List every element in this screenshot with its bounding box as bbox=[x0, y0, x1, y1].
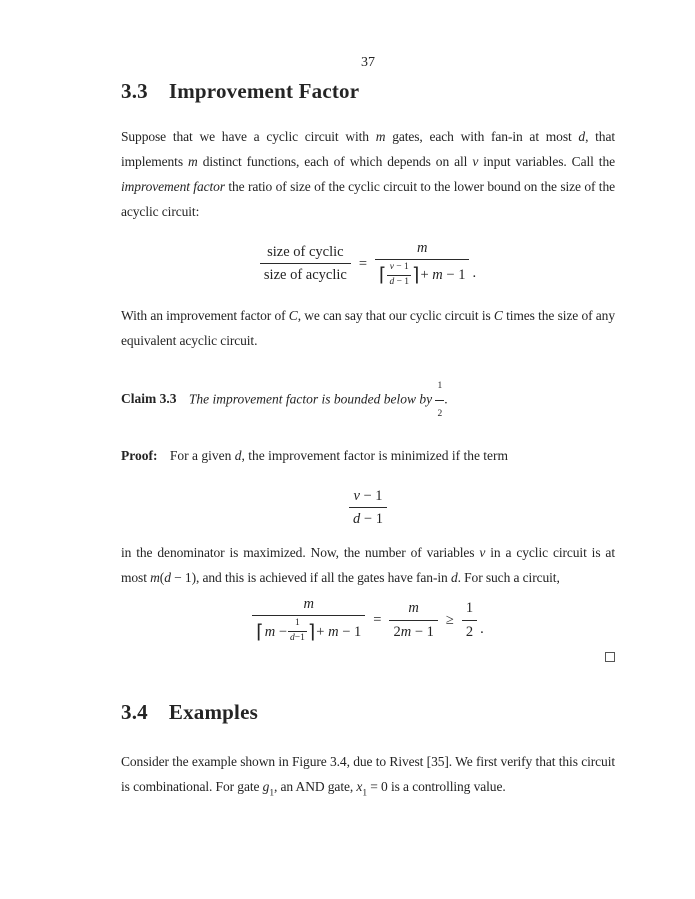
fraction-numerator bbox=[388, 262, 411, 275]
text-segment: . For such a circuit, bbox=[457, 570, 560, 586]
proof-intro bbox=[121, 443, 615, 468]
paragraph-denominator-maximized bbox=[121, 540, 615, 590]
fraction-denominator bbox=[387, 275, 411, 289]
text-segment: m bbox=[408, 600, 419, 617]
qed-row bbox=[121, 652, 615, 662]
fraction-numerator bbox=[293, 618, 302, 631]
right-ceiling-icon: ⌉ bbox=[412, 264, 420, 287]
text-segment: x bbox=[356, 779, 363, 794]
text-segment: , the improvement factor is minimized if the term bbox=[241, 447, 509, 463]
paragraph-improvement-intro bbox=[121, 124, 615, 224]
claim-fraction-one-half bbox=[435, 374, 444, 427]
proof-intro-text bbox=[170, 448, 508, 463]
paragraph-improvement-factor-c bbox=[121, 303, 615, 353]
text-segment: v bbox=[472, 154, 479, 169]
qed-open-square-icon bbox=[605, 652, 615, 662]
text-segment: ( bbox=[159, 570, 165, 586]
fraction-size-ratio bbox=[260, 243, 351, 284]
fraction-numerator bbox=[349, 487, 386, 507]
section-heading-3-3 bbox=[121, 79, 615, 104]
fraction-numerator: size of cyclic bbox=[267, 244, 344, 261]
fraction-numerator: 1 bbox=[437, 380, 443, 391]
text-segment: the ratio of size of the cyclic circuit to the lower bound on the size of the acyclic circuit: bbox=[121, 179, 615, 219]
text-segment: v bbox=[353, 487, 360, 504]
fraction-denominator bbox=[252, 615, 365, 645]
section-title: Examples bbox=[168, 700, 258, 724]
left-ceiling-icon: ⌈ bbox=[256, 620, 264, 643]
text-segment: gates, each with fan-in at most bbox=[385, 129, 579, 144]
denominator-pre bbox=[265, 623, 287, 641]
text-segment: m bbox=[303, 596, 315, 613]
text-segment: − 1 bbox=[338, 623, 362, 640]
fraction-m-over-2m-minus-1 bbox=[389, 599, 437, 640]
text-segment: times the size of any equivalent acyclic circuit. bbox=[121, 307, 615, 348]
text-segment: − 1 bbox=[442, 267, 466, 284]
section-heading-3-4 bbox=[121, 700, 615, 725]
text-segment: Consider the example shown in Figure 3.4, due to Rivest [35]. We first verify that this circuit is combinational. For gate bbox=[121, 754, 615, 794]
text-segment: in a cyclic circuit is at most bbox=[121, 545, 615, 586]
fraction-numerator bbox=[413, 239, 431, 259]
text-segment: − 1 bbox=[393, 262, 409, 273]
text-segment: − 1), and this is achieved if all the gates have fan-in bbox=[170, 570, 451, 586]
claim-label: Claim 3.3 bbox=[121, 391, 177, 407]
text-segment: , an AND gate, bbox=[273, 779, 357, 794]
fraction-numerator: 1 bbox=[465, 600, 474, 617]
fraction-v-minus-1-over-d-minus-1 bbox=[349, 487, 387, 528]
fraction-denominator: size of acyclic bbox=[260, 263, 351, 284]
text-segment: m bbox=[432, 267, 443, 284]
text-segment: C bbox=[288, 307, 298, 323]
text-segment: m bbox=[264, 623, 276, 640]
fraction-denominator bbox=[375, 259, 469, 289]
fraction-bound-lhs bbox=[252, 595, 365, 645]
text-segment: m bbox=[400, 623, 412, 640]
text-segment: d bbox=[164, 570, 171, 586]
text-segment: d bbox=[389, 277, 395, 287]
fraction-lower-bound bbox=[375, 239, 469, 289]
fraction-denominator: 2 bbox=[462, 620, 477, 641]
fraction-one-half bbox=[462, 599, 477, 640]
text-segment: m bbox=[188, 154, 198, 169]
page-number: 37 bbox=[361, 55, 375, 70]
fraction-denominator bbox=[349, 507, 387, 528]
period: . bbox=[444, 391, 448, 407]
text-segment: − bbox=[275, 623, 287, 640]
equation-term bbox=[121, 487, 615, 528]
text-segment: − 1 bbox=[360, 511, 383, 527]
equation-improvement-ratio bbox=[121, 239, 615, 289]
text-segment: g bbox=[262, 779, 270, 794]
equals-sign: = bbox=[373, 612, 382, 628]
section-number: 3.3 bbox=[121, 79, 148, 103]
text-segment: C bbox=[493, 307, 503, 323]
text-segment: − 1 bbox=[359, 487, 383, 504]
text-segment: Suppose that we have a cyclic circuit with bbox=[121, 129, 376, 144]
fraction-denominator: 2 bbox=[435, 400, 444, 427]
right-ceiling-icon: ⌉ bbox=[307, 620, 316, 643]
text-segment: m bbox=[328, 623, 339, 640]
text-segment: d bbox=[450, 570, 458, 586]
fraction-numerator bbox=[300, 595, 318, 615]
text-segment: distinct functions, each of which depends on all bbox=[197, 154, 473, 169]
text-segment: d bbox=[353, 511, 361, 527]
fraction-denominator bbox=[389, 620, 437, 641]
fraction-denominator bbox=[288, 631, 307, 645]
text-segment: − 1 bbox=[394, 277, 410, 287]
text-segment: , we can say that our cyclic circuit is bbox=[297, 307, 494, 323]
text-segment: −1 bbox=[294, 633, 305, 644]
text-segment: in the denominator is maximized. Now, the number of variables bbox=[121, 545, 480, 561]
text-segment: − 1 bbox=[411, 623, 434, 640]
left-ceiling-icon: ⌈ bbox=[379, 264, 387, 287]
fraction-numerator bbox=[404, 599, 422, 619]
claim-3-3 bbox=[121, 374, 615, 427]
text-segment: d bbox=[578, 129, 586, 144]
claim-text: The improvement factor is bounded below by bbox=[188, 391, 433, 407]
text-segment: 1 bbox=[295, 618, 300, 629]
text-segment: m bbox=[416, 240, 428, 256]
inner-fraction bbox=[387, 262, 411, 289]
text-segment: m bbox=[375, 129, 386, 144]
text-segment: + bbox=[420, 267, 433, 284]
text-segment: m bbox=[150, 570, 160, 586]
text-segment: 1 bbox=[269, 788, 274, 799]
text-segment: d bbox=[234, 447, 242, 463]
text-segment: 2 bbox=[393, 623, 401, 640]
text-segment: With an improvement factor of bbox=[121, 307, 289, 323]
text-segment: d bbox=[290, 633, 295, 644]
section-number: 3.4 bbox=[121, 700, 148, 724]
text-segment: , that implements bbox=[121, 129, 615, 169]
page-content bbox=[121, 55, 615, 807]
text-segment: improvement factor bbox=[121, 179, 225, 194]
text-segment: = 0 is a controlling value. bbox=[366, 779, 506, 794]
text-segment: v bbox=[389, 262, 394, 273]
text-segment: For a given bbox=[169, 447, 235, 463]
section-title: Improvement Factor bbox=[168, 79, 360, 103]
denominator-tail bbox=[420, 266, 465, 284]
text-segment: v bbox=[479, 545, 486, 561]
text-segment: input variables. Call the bbox=[478, 154, 615, 169]
inner-fraction bbox=[288, 618, 307, 645]
paragraph-examples-intro bbox=[121, 749, 615, 807]
period: . bbox=[480, 621, 484, 637]
period: . bbox=[472, 264, 477, 281]
text-segment: 1 bbox=[362, 788, 367, 799]
greater-equal-sign: ≥ bbox=[445, 612, 454, 628]
proof-label: Proof: bbox=[121, 447, 158, 463]
denominator-tail bbox=[316, 623, 361, 641]
equals-sign: = bbox=[358, 255, 368, 272]
text-segment: + bbox=[316, 623, 329, 640]
equation-bound bbox=[121, 595, 615, 645]
